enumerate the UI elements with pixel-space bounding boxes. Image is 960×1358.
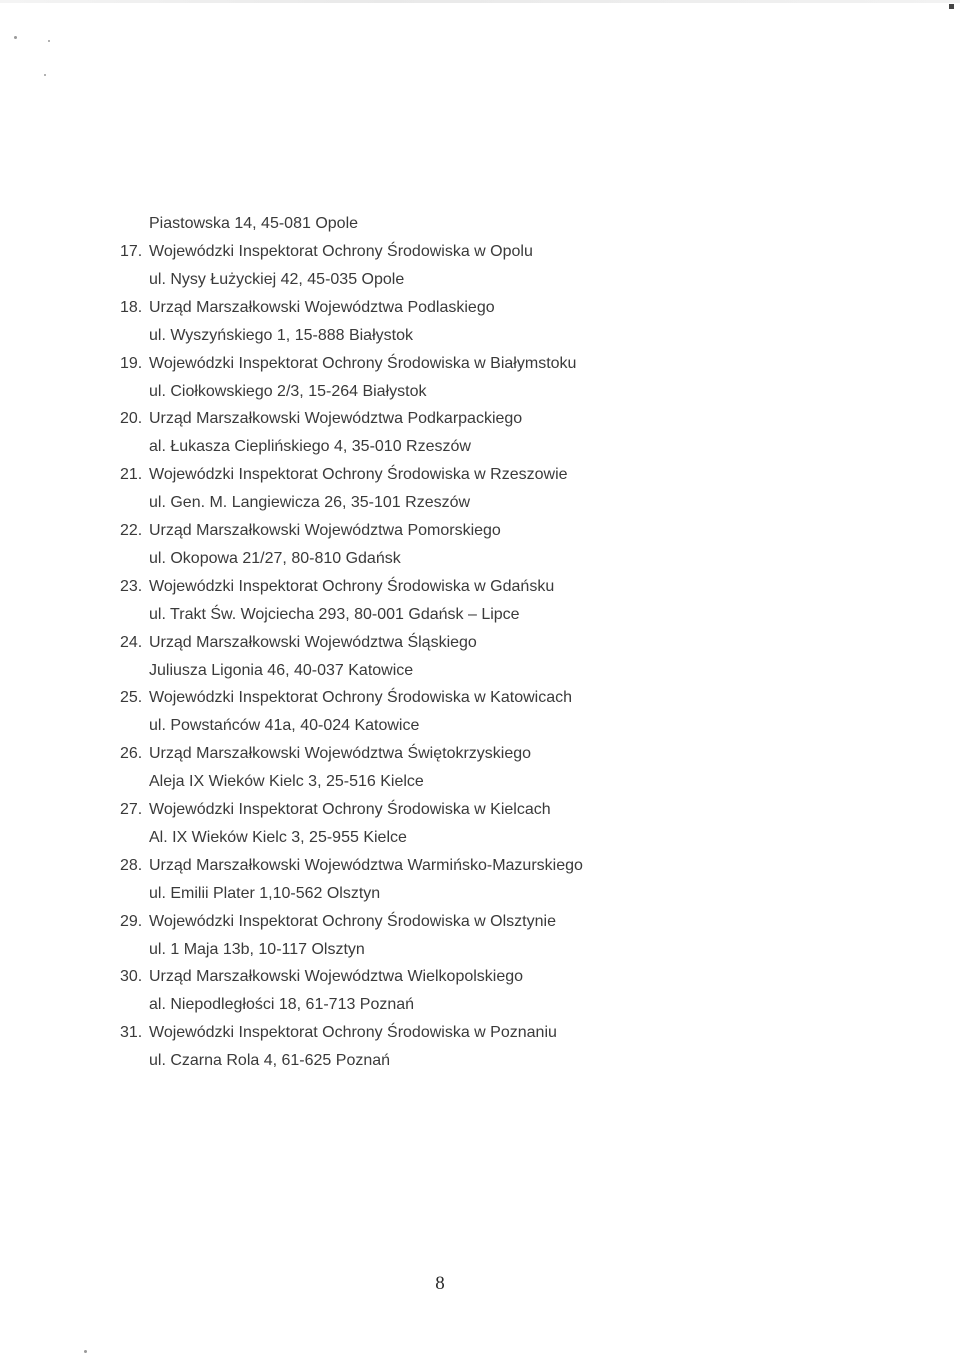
entry-address: ul. Ciołkowskiego 2/3, 15-264 Białystok <box>149 382 427 400</box>
scan-speck <box>48 40 50 42</box>
entry-number: 19. <box>120 354 143 372</box>
entry-number: 26. <box>120 745 143 763</box>
entry-address: ul. Powstańców 41a, 40-024 Katowice <box>149 717 420 735</box>
entry-name: Urząd Marszałkowski Województwa Podkarpackiego <box>149 410 523 428</box>
entry-number: 31. <box>120 1024 143 1042</box>
list-item <box>120 241 880 297</box>
entry-name: Wojewódzki Inspektorat Ochrony Środowiska w Rzeszowie <box>149 466 568 484</box>
entry-number: 23. <box>120 577 143 595</box>
entry-address: al. Łukasza Cieplińskiego 4, 35-010 Rzeszów <box>149 438 471 456</box>
page-number: 8 <box>435 1273 445 1294</box>
scan-speck <box>84 1350 87 1353</box>
entry-number: 24. <box>120 633 143 651</box>
entry-name: Urząd Marszałkowski Województwa Pomorskiego <box>149 521 501 539</box>
entry-address: ul. Okopowa 21/27, 80-810 Gdańsk <box>149 549 401 567</box>
list-item <box>120 1022 880 1078</box>
entry-address: ul. Gen. M. Langiewicza 26, 35-101 Rzeszów <box>149 494 471 512</box>
entry-name: Urząd Marszałkowski Województwa Śląskiego <box>149 633 477 651</box>
list-item <box>120 632 880 688</box>
entry-number: 25. <box>120 689 143 707</box>
entry-name: Urząd Marszałkowski Województwa Wielkopolskiego <box>149 968 524 986</box>
list-item <box>120 743 880 799</box>
entry-number: 28. <box>120 856 143 874</box>
list-item <box>120 464 880 520</box>
scan-edge <box>0 0 960 3</box>
entry-address: ul. Nysy Łużyckiej 42, 45-035 Opole <box>149 271 405 288</box>
entry-address: ul. Czarna Rola 4, 61-625 Poznań <box>149 1052 391 1070</box>
entry-number: 18. <box>120 298 143 316</box>
entry-number: 27. <box>120 800 143 818</box>
entry-address: ul. Wyszyńskiego 1, 15-888 Białystok <box>149 326 413 344</box>
scan-speck <box>44 74 46 76</box>
entry-name: Urząd Marszałkowski Województwa Podlaskiego <box>149 298 495 316</box>
entry-name: Wojewódzki Inspektorat Ochrony Środowiska w Katowicach <box>149 689 572 707</box>
entry-address: Aleja IX Wieków Kielc 3, 25-516 Kielce <box>149 773 424 791</box>
list-item <box>120 353 880 409</box>
entry-name: Wojewódzki Inspektorat Ochrony Środowiska w Białymstoku <box>149 354 577 372</box>
list-item <box>120 687 880 743</box>
entry-number: 17. <box>120 243 143 260</box>
entry-name: Urząd Marszałkowski Województwa Warmińsko-Mazurskiego <box>149 856 583 874</box>
list-item <box>120 911 880 967</box>
entry-address: al. Niepodległości 18, 61-713 Poznań <box>149 996 415 1014</box>
entry-number: 21. <box>120 466 143 484</box>
continuation-address: Piastowska 14, 45-081 Opole <box>149 215 359 232</box>
list-item <box>120 966 880 1022</box>
entry-number: 22. <box>120 521 143 539</box>
entry-address: ul. Emilii Plater 1,10-562 Olsztyn <box>149 884 381 902</box>
scan-mark <box>949 4 954 9</box>
entry-address: ul. 1 Maja 13b, 10-117 Olsztyn <box>149 940 365 958</box>
entry-name: Wojewódzki Inspektorat Ochrony Środowiska w Gdańsku <box>149 577 555 595</box>
list-item <box>120 520 880 576</box>
entry-name: Wojewódzki Inspektorat Ochrony Środowiska w Opolu <box>149 243 533 260</box>
entry-address: Al. IX Wieków Kielc 3, 25-955 Kielce <box>149 828 407 846</box>
list-item <box>120 799 880 855</box>
list-item <box>120 576 880 632</box>
institution-list <box>120 241 880 1078</box>
scan-speck <box>14 36 17 39</box>
entry-address: ul. Trakt Św. Wojciecha 293, 80-001 Gdańsk – Lipce <box>149 605 520 623</box>
entry-name: Wojewódzki Inspektorat Ochrony Środowiska w Kielcach <box>149 800 551 818</box>
list-item <box>120 408 880 464</box>
entry-name: Wojewódzki Inspektorat Ochrony Środowiska w Olsztynie <box>149 912 556 930</box>
entry-number: 29. <box>120 912 143 930</box>
list-item <box>120 297 880 353</box>
entry-name: Urząd Marszałkowski Województwa Świętokrzyskiego <box>149 745 532 763</box>
entry-number: 20. <box>120 410 143 428</box>
entry-name: Wojewódzki Inspektorat Ochrony Środowiska w Poznaniu <box>149 1024 557 1042</box>
list-item <box>120 855 880 911</box>
entry-address: Juliusza Ligonia 46, 40-037 Katowice <box>149 661 414 679</box>
entry-number: 30. <box>120 968 143 986</box>
